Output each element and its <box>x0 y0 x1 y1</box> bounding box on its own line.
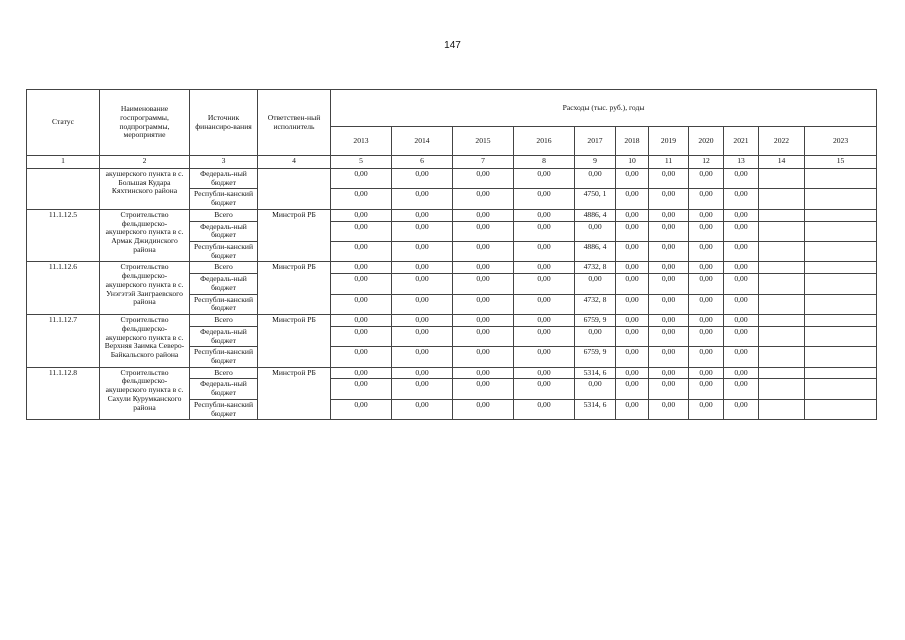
header-name: Наименование госпрограммы, подпрограммы, мероприятие <box>100 90 190 156</box>
expense-value-cell: 0,00 <box>514 221 575 241</box>
expenses-table <box>26 89 877 420</box>
expense-value-cell <box>759 347 805 367</box>
column-number: 4 <box>258 156 331 169</box>
executor-cell: Минстрой РБ <box>258 209 331 262</box>
expense-value-cell: 0,00 <box>453 274 514 294</box>
expense-value-cell: 0,00 <box>724 189 759 209</box>
expense-value-cell <box>759 326 805 346</box>
expense-value-cell: 0,00 <box>689 294 724 314</box>
expense-value-cell: 0,00 <box>689 274 724 294</box>
expense-value-cell: 0,00 <box>616 189 649 209</box>
expense-value-cell: 0,00 <box>514 262 575 274</box>
expense-value-cell: 5314, 6 <box>575 367 616 379</box>
expense-value-cell: 0,00 <box>616 169 649 189</box>
expense-value-cell: 0,00 <box>724 326 759 346</box>
expense-value-cell: 0,00 <box>724 347 759 367</box>
expense-value-cell: 0,00 <box>514 379 575 399</box>
expense-value-cell: 0,00 <box>689 399 724 419</box>
expense-value-cell: 0,00 <box>724 294 759 314</box>
measure-name-cell: Строительство фельдшерско-акушерского пункта в с. Верхняя Заимка Северо-Байкальского района <box>100 315 190 368</box>
table-row <box>27 262 877 274</box>
expense-value-cell: 0,00 <box>453 242 514 262</box>
expense-value-cell: 0,00 <box>649 189 689 209</box>
expense-value-cell: 0,00 <box>616 262 649 274</box>
column-number: 14 <box>759 156 805 169</box>
status-cell: 11.1.12.6 <box>27 262 100 315</box>
expense-value-cell: 0,00 <box>649 379 689 399</box>
expense-value-cell <box>805 242 877 262</box>
column-number: 5 <box>331 156 392 169</box>
expense-value-cell: 0,00 <box>649 242 689 262</box>
expense-value-cell: 0,00 <box>453 169 514 189</box>
expense-value-cell <box>759 209 805 221</box>
header-year-2017: 2017 <box>575 127 616 156</box>
expense-value-cell: 0,00 <box>331 315 392 327</box>
header-year-2021: 2021 <box>724 127 759 156</box>
expense-value-cell: 0,00 <box>575 326 616 346</box>
header-source: Источник финансиро-вания <box>190 90 258 156</box>
expense-value-cell: 0,00 <box>331 399 392 419</box>
expense-value-cell: 0,00 <box>392 399 453 419</box>
expense-value-cell: 0,00 <box>453 347 514 367</box>
expense-value-cell: 0,00 <box>514 399 575 419</box>
expense-value-cell: 0,00 <box>575 169 616 189</box>
expense-value-cell <box>759 242 805 262</box>
expense-value-cell: 0,00 <box>616 274 649 294</box>
expense-value-cell: 0,00 <box>514 367 575 379</box>
expense-value-cell: 0,00 <box>331 242 392 262</box>
header-year-2016: 2016 <box>514 127 575 156</box>
expense-value-cell <box>805 367 877 379</box>
column-number: 6 <box>392 156 453 169</box>
column-number: 13 <box>724 156 759 169</box>
status-cell <box>27 169 100 210</box>
expense-value-cell <box>759 379 805 399</box>
expense-value-cell: 0,00 <box>331 326 392 346</box>
expense-value-cell: 0,00 <box>616 221 649 241</box>
funding-source-cell: Республи-канский бюджет <box>190 242 258 262</box>
funding-source-cell: Республи-канский бюджет <box>190 294 258 314</box>
expense-value-cell: 0,00 <box>392 294 453 314</box>
executor-cell: Минстрой РБ <box>258 367 331 420</box>
column-number: 7 <box>453 156 514 169</box>
executor-cell <box>258 169 331 210</box>
expense-value-cell <box>805 315 877 327</box>
expense-value-cell <box>759 315 805 327</box>
header-year-2022: 2022 <box>759 127 805 156</box>
expense-value-cell <box>759 189 805 209</box>
expense-value-cell: 0,00 <box>689 315 724 327</box>
expense-value-cell: 0,00 <box>392 367 453 379</box>
executor-cell: Минстрой РБ <box>258 262 331 315</box>
funding-source-cell: Федераль-ный бюджет <box>190 221 258 241</box>
expense-value-cell: 0,00 <box>453 189 514 209</box>
column-number: 9 <box>575 156 616 169</box>
expense-value-cell: 0,00 <box>392 209 453 221</box>
expense-value-cell <box>759 294 805 314</box>
expense-value-cell: 4732, 8 <box>575 262 616 274</box>
expense-value-cell: 0,00 <box>331 209 392 221</box>
expense-value-cell: 0,00 <box>331 367 392 379</box>
expense-value-cell: 6759, 9 <box>575 347 616 367</box>
expense-value-cell: 0,00 <box>392 189 453 209</box>
expense-value-cell: 0,00 <box>453 379 514 399</box>
expense-value-cell: 0,00 <box>724 379 759 399</box>
header-status: Статус <box>27 90 100 156</box>
table-row <box>27 367 877 379</box>
expense-value-cell: 0,00 <box>724 399 759 419</box>
expense-value-cell <box>805 379 877 399</box>
expense-value-cell: 0,00 <box>514 274 575 294</box>
expense-value-cell: 0,00 <box>689 367 724 379</box>
expense-value-cell: 0,00 <box>649 209 689 221</box>
expense-value-cell: 0,00 <box>392 315 453 327</box>
expense-value-cell: 0,00 <box>392 242 453 262</box>
header-year-2013: 2013 <box>331 127 392 156</box>
expense-value-cell: 0,00 <box>649 315 689 327</box>
expense-value-cell: 0,00 <box>616 294 649 314</box>
header-expenses: Расходы (тыс. руб.), годы <box>331 90 877 127</box>
measure-name-cell: Строительство фельдшерско-акушерского пункта в с. Унэгэтэй Заиграевского района <box>100 262 190 315</box>
funding-source-cell: Федераль-ный бюджет <box>190 326 258 346</box>
expense-value-cell: 0,00 <box>616 326 649 346</box>
expense-value-cell: 0,00 <box>514 294 575 314</box>
expense-value-cell: 5314, 6 <box>575 399 616 419</box>
expense-value-cell: 0,00 <box>392 169 453 189</box>
expense-value-cell: 0,00 <box>616 315 649 327</box>
expense-value-cell: 0,00 <box>649 169 689 189</box>
expense-value-cell: 0,00 <box>689 347 724 367</box>
table-row <box>27 315 877 327</box>
expense-value-cell: 0,00 <box>689 242 724 262</box>
funding-source-cell: Всего <box>190 209 258 221</box>
expense-value-cell: 0,00 <box>689 379 724 399</box>
expense-value-cell: 0,00 <box>331 262 392 274</box>
header-executor: Ответствен-ный исполнитель <box>258 90 331 156</box>
expense-value-cell <box>805 399 877 419</box>
expense-value-cell: 0,00 <box>616 399 649 419</box>
expense-value-cell <box>759 169 805 189</box>
expense-value-cell: 4750, 1 <box>575 189 616 209</box>
expense-value-cell <box>805 221 877 241</box>
expense-value-cell: 0,00 <box>392 221 453 241</box>
expense-value-cell: 0,00 <box>392 274 453 294</box>
expense-value-cell: 0,00 <box>724 315 759 327</box>
expense-value-cell <box>759 367 805 379</box>
expense-value-cell: 0,00 <box>575 379 616 399</box>
funding-source-cell: Всего <box>190 315 258 327</box>
expense-value-cell: 0,00 <box>331 169 392 189</box>
expense-value-cell: 0,00 <box>649 221 689 241</box>
column-number: 10 <box>616 156 649 169</box>
expense-value-cell: 0,00 <box>392 326 453 346</box>
expense-value-cell: 0,00 <box>649 326 689 346</box>
expense-value-cell: 0,00 <box>514 315 575 327</box>
column-number: 15 <box>805 156 877 169</box>
expense-value-cell <box>805 169 877 189</box>
header-year-2023: 2023 <box>805 127 877 156</box>
expense-value-cell: 0,00 <box>514 189 575 209</box>
header-year-2019: 2019 <box>649 127 689 156</box>
expense-value-cell <box>759 221 805 241</box>
expense-value-cell: 0,00 <box>616 209 649 221</box>
expense-value-cell: 0,00 <box>649 399 689 419</box>
expense-value-cell: 0,00 <box>689 189 724 209</box>
expense-value-cell: 0,00 <box>689 209 724 221</box>
expense-value-cell: 0,00 <box>331 379 392 399</box>
header-year-2018: 2018 <box>616 127 649 156</box>
expense-value-cell: 4732, 8 <box>575 294 616 314</box>
expense-value-cell: 0,00 <box>649 294 689 314</box>
expense-value-cell: 0,00 <box>453 209 514 221</box>
expense-value-cell: 0,00 <box>724 367 759 379</box>
measure-name-cell: Строительство фельдшерско-акушерского пункта в с. Армак Джидинского района <box>100 209 190 262</box>
expense-value-cell <box>759 399 805 419</box>
expense-value-cell: 0,00 <box>575 221 616 241</box>
expense-value-cell <box>805 347 877 367</box>
status-cell: 11.1.12.7 <box>27 315 100 368</box>
expense-value-cell: 6759, 9 <box>575 315 616 327</box>
status-cell: 11.1.12.5 <box>27 209 100 262</box>
expense-value-cell: 0,00 <box>514 326 575 346</box>
expense-value-cell: 0,00 <box>331 189 392 209</box>
status-cell: 11.1.12.8 <box>27 367 100 420</box>
column-number: 11 <box>649 156 689 169</box>
expense-value-cell: 0,00 <box>724 209 759 221</box>
funding-source-cell: Республи-канский бюджет <box>190 399 258 419</box>
expense-value-cell: 0,00 <box>453 367 514 379</box>
expense-value-cell: 0,00 <box>453 294 514 314</box>
expense-value-cell: 0,00 <box>649 367 689 379</box>
table-row <box>27 209 877 221</box>
expense-value-cell: 0,00 <box>689 326 724 346</box>
expense-value-cell <box>805 209 877 221</box>
expense-value-cell: 0,00 <box>453 315 514 327</box>
executor-cell: Минстрой РБ <box>258 315 331 368</box>
expense-value-cell <box>805 326 877 346</box>
expense-value-cell: 4886, 4 <box>575 242 616 262</box>
expense-value-cell: 0,00 <box>616 242 649 262</box>
column-number: 12 <box>689 156 724 169</box>
funding-source-cell: Всего <box>190 367 258 379</box>
measure-name-cell: Строительство фельдшерско-акушерского пункта в с. Сахули Курумканского района <box>100 367 190 420</box>
expense-value-cell: 0,00 <box>331 221 392 241</box>
expense-value-cell: 0,00 <box>649 262 689 274</box>
expense-value-cell: 0,00 <box>724 169 759 189</box>
funding-source-cell: Федераль-ный бюджет <box>190 169 258 189</box>
expense-value-cell: 4886, 4 <box>575 209 616 221</box>
expense-value-cell: 0,00 <box>689 221 724 241</box>
expense-value-cell: 0,00 <box>453 262 514 274</box>
expense-value-cell: 0,00 <box>616 367 649 379</box>
expense-value-cell: 0,00 <box>616 347 649 367</box>
expense-value-cell <box>805 189 877 209</box>
funding-source-cell: Всего <box>190 262 258 274</box>
expense-value-cell: 0,00 <box>453 399 514 419</box>
expense-value-cell: 0,00 <box>616 379 649 399</box>
expense-value-cell <box>759 262 805 274</box>
expense-value-cell: 0,00 <box>331 294 392 314</box>
expense-value-cell: 0,00 <box>331 274 392 294</box>
expense-value-cell: 0,00 <box>724 262 759 274</box>
table-row <box>27 169 877 189</box>
column-number: 3 <box>190 156 258 169</box>
expense-value-cell: 0,00 <box>689 169 724 189</box>
funding-source-cell: Республи-канский бюджет <box>190 189 258 209</box>
measure-name-cell: акушерского пункта в с. Большая Кудара Кяхтинского района <box>100 169 190 210</box>
column-number: 8 <box>514 156 575 169</box>
expense-value-cell: 0,00 <box>453 326 514 346</box>
expense-value-cell <box>805 274 877 294</box>
funding-source-cell: Республи-канский бюджет <box>190 347 258 367</box>
expense-value-cell <box>805 294 877 314</box>
header-year-2020: 2020 <box>689 127 724 156</box>
funding-source-cell: Федераль-ный бюджет <box>190 379 258 399</box>
expense-value-cell: 0,00 <box>724 274 759 294</box>
expense-value-cell: 0,00 <box>514 242 575 262</box>
expense-value-cell: 0,00 <box>649 274 689 294</box>
header-year-2014: 2014 <box>392 127 453 156</box>
funding-source-cell: Федераль-ный бюджет <box>190 274 258 294</box>
expense-value-cell: 0,00 <box>514 209 575 221</box>
expense-value-cell: 0,00 <box>689 262 724 274</box>
expense-value-cell: 0,00 <box>649 347 689 367</box>
expense-value-cell: 0,00 <box>392 262 453 274</box>
header-year-2015: 2015 <box>453 127 514 156</box>
column-number: 2 <box>100 156 190 169</box>
column-number: 1 <box>27 156 100 169</box>
page-number: 147 <box>444 40 461 51</box>
expense-value-cell: 0,00 <box>331 347 392 367</box>
expense-value-cell: 0,00 <box>514 169 575 189</box>
expense-value-cell: 0,00 <box>724 221 759 241</box>
expense-value-cell: 0,00 <box>575 274 616 294</box>
expense-value-cell: 0,00 <box>392 347 453 367</box>
expense-value-cell <box>759 274 805 294</box>
expense-value-cell: 0,00 <box>453 221 514 241</box>
expense-value-cell: 0,00 <box>514 347 575 367</box>
expense-value-cell: 0,00 <box>724 242 759 262</box>
expense-value-cell: 0,00 <box>392 379 453 399</box>
expense-value-cell <box>805 262 877 274</box>
